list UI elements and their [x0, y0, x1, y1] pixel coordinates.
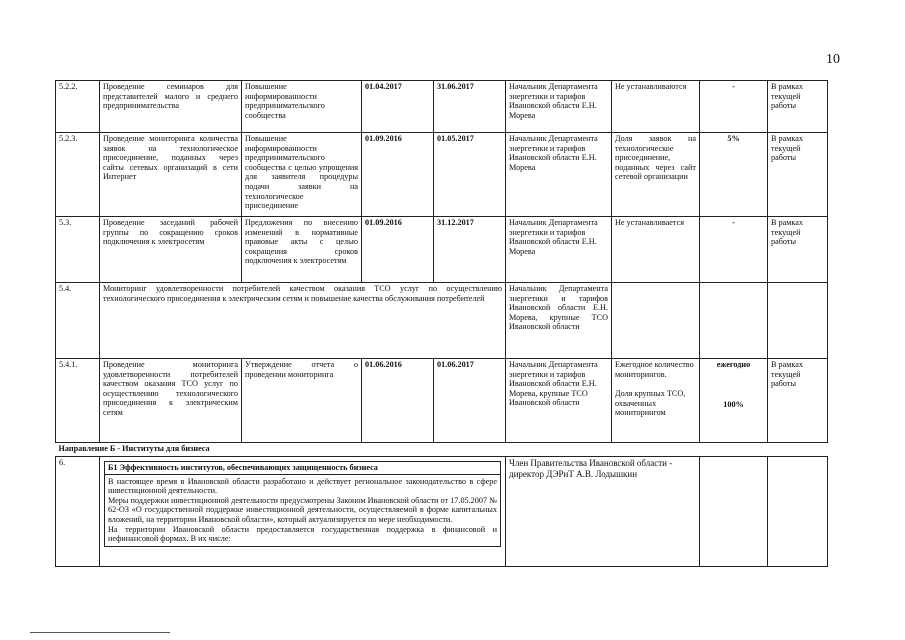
indicator-line: Ежегодное количество мониторингов. — [615, 360, 694, 379]
funding-cell — [768, 283, 828, 359]
indicator-cell: Не устанавливается — [612, 217, 700, 283]
paragraph: На территории Ивановской области предоставляется государственная поддержка в финансовой и нефинансовой формах. В их числе: — [108, 524, 497, 544]
table-row — [56, 81, 828, 133]
result-cell: Повышение информированности предпринимательского сообщества — [242, 81, 362, 133]
row-number: 5.3. — [56, 217, 100, 283]
activity-cell: Мониторинг удовлетворенности потребителей качеством оказания ТСО услуг по осуществлению технологического присоединения к электрическим сетям и повышение качества обслуживания потребителей — [100, 283, 506, 359]
start-date: 01.04.2017 — [362, 81, 434, 133]
responsible-cell: Начальник Департамента энергетики и тарифов Ивановской области Е.Н. Морева — [506, 133, 612, 217]
table-row — [56, 217, 828, 283]
value-cell: 5% — [700, 133, 768, 217]
action-plan-table — [55, 80, 828, 567]
funding-cell: В рамках текущей работы — [768, 81, 828, 133]
table-row — [56, 133, 828, 217]
section-row — [56, 443, 828, 457]
responsible-cell: Начальник Департамента энергетики и тарифов Ивановской области Е.Н. Морева — [506, 81, 612, 133]
block-heading: Б1 Эффективность институтов, обеспечивающих защищенность бизнеса — [105, 462, 500, 475]
paragraph: В настоящее время в Ивановской области разработано и действует региональное законодательство в сфере инвестиционной деятельности. — [108, 476, 497, 496]
value-line: ежегодно — [716, 360, 751, 369]
end-date: 31.06.2017 — [434, 81, 506, 133]
start-date: 01.06.2016 — [362, 359, 434, 443]
row-number: 5.4. — [56, 283, 100, 359]
start-date: 01.09.2016 — [362, 133, 434, 217]
responsible-cell: Член Правительства Ивановской области - директор ДЭРиТ А.В. Лодышкин — [506, 457, 700, 567]
value-cell: - — [700, 81, 768, 133]
value-cell — [700, 359, 768, 443]
indicator-cell: Доля заявок на технологическое присоединение, поданных через сайт сетевой организации — [612, 133, 700, 217]
responsible-cell: Начальник Департамента энергетики и тарифов Ивановской области Е.Н. Морева — [506, 217, 612, 283]
section-title: Направление Б - Институты для бизнеса — [56, 443, 828, 457]
value-cell — [700, 457, 768, 567]
paragraph: Меры поддержки инвестиционной деятельности предусмотрены Законом Ивановской области от 17.05.2007 № 62-ОЗ «О государственной поддержке инвестиционной деятельности, осуществляемой в форме капитальных вложений, на территории Ивановской области», который актуализируется по мере необходимости. — [108, 495, 497, 524]
funding-cell: В рамках текущей работы — [768, 133, 828, 217]
activity-cell: Проведение мониторинга количества заявок на технологическое присоединение, поданных через сайты сетевых организаций в сети Интернет — [100, 133, 242, 217]
text-block — [104, 461, 501, 547]
end-date: 31.12.2017 — [434, 217, 506, 283]
start-date: 01.09.2016 — [362, 217, 434, 283]
block-body — [105, 475, 500, 546]
indicator-line: Доля крупных ТСО, охваченных мониторингом — [615, 389, 686, 418]
funding-cell: В рамках текущей работы — [768, 359, 828, 443]
indicator-cell: Не устанавливаются — [612, 81, 700, 133]
text-block-cell — [100, 457, 506, 567]
value-line: 100% — [723, 399, 744, 409]
row-number: 6. — [56, 457, 100, 567]
table-row — [56, 457, 828, 567]
row-number: 5.2.3. — [56, 133, 100, 217]
result-cell: Утверждение отчета о проведении мониторинга — [242, 359, 362, 443]
row-number: 5.2.2. — [56, 81, 100, 133]
footer-rule — [30, 632, 170, 633]
funding-cell: В рамках текущей работы — [768, 217, 828, 283]
table-row — [56, 283, 828, 359]
result-cell: Повышение информированности предпринимательского сообщества с целью упрощения для заявителя процедуры подачи заявки на технологическое присоединение — [242, 133, 362, 217]
indicator-cell — [612, 359, 700, 443]
funding-cell — [768, 457, 828, 567]
row-number: 5.4.1. — [56, 359, 100, 443]
end-date: 01.05.2017 — [434, 133, 506, 217]
activity-cell: Проведение семинаров для представителей малого и среднего предпринимательства — [100, 81, 242, 133]
page-number: 10 — [826, 52, 840, 67]
activity-cell: Проведение заседаний рабочей группы по сокращению сроков подключения к электросетям — [100, 217, 242, 283]
result-cell: Предложения по внесению изменений в нормативные правовые акты с целью сокращения сроков подключения к электросетям — [242, 217, 362, 283]
value-cell: - — [700, 217, 768, 283]
responsible-cell: Начальник Департамента энергетики и тарифов Ивановской области Е.Н. Морева, крупные ТСО Ивановской области — [506, 283, 612, 359]
table-row — [56, 359, 828, 443]
indicator-cell — [612, 283, 700, 359]
end-date: 01.06.2017 — [434, 359, 506, 443]
responsible-cell: Начальник Департамента энергетики и тарифов Ивановской области Е.Н. Морева, крупные ТСО Ивановской области — [506, 359, 612, 443]
activity-cell: Проведение мониторинга удовлетворенности потребителей качеством оказания ТСО услуг по осуществлению технологического присоединения к электрическим сетям — [100, 359, 242, 443]
value-cell — [700, 283, 768, 359]
